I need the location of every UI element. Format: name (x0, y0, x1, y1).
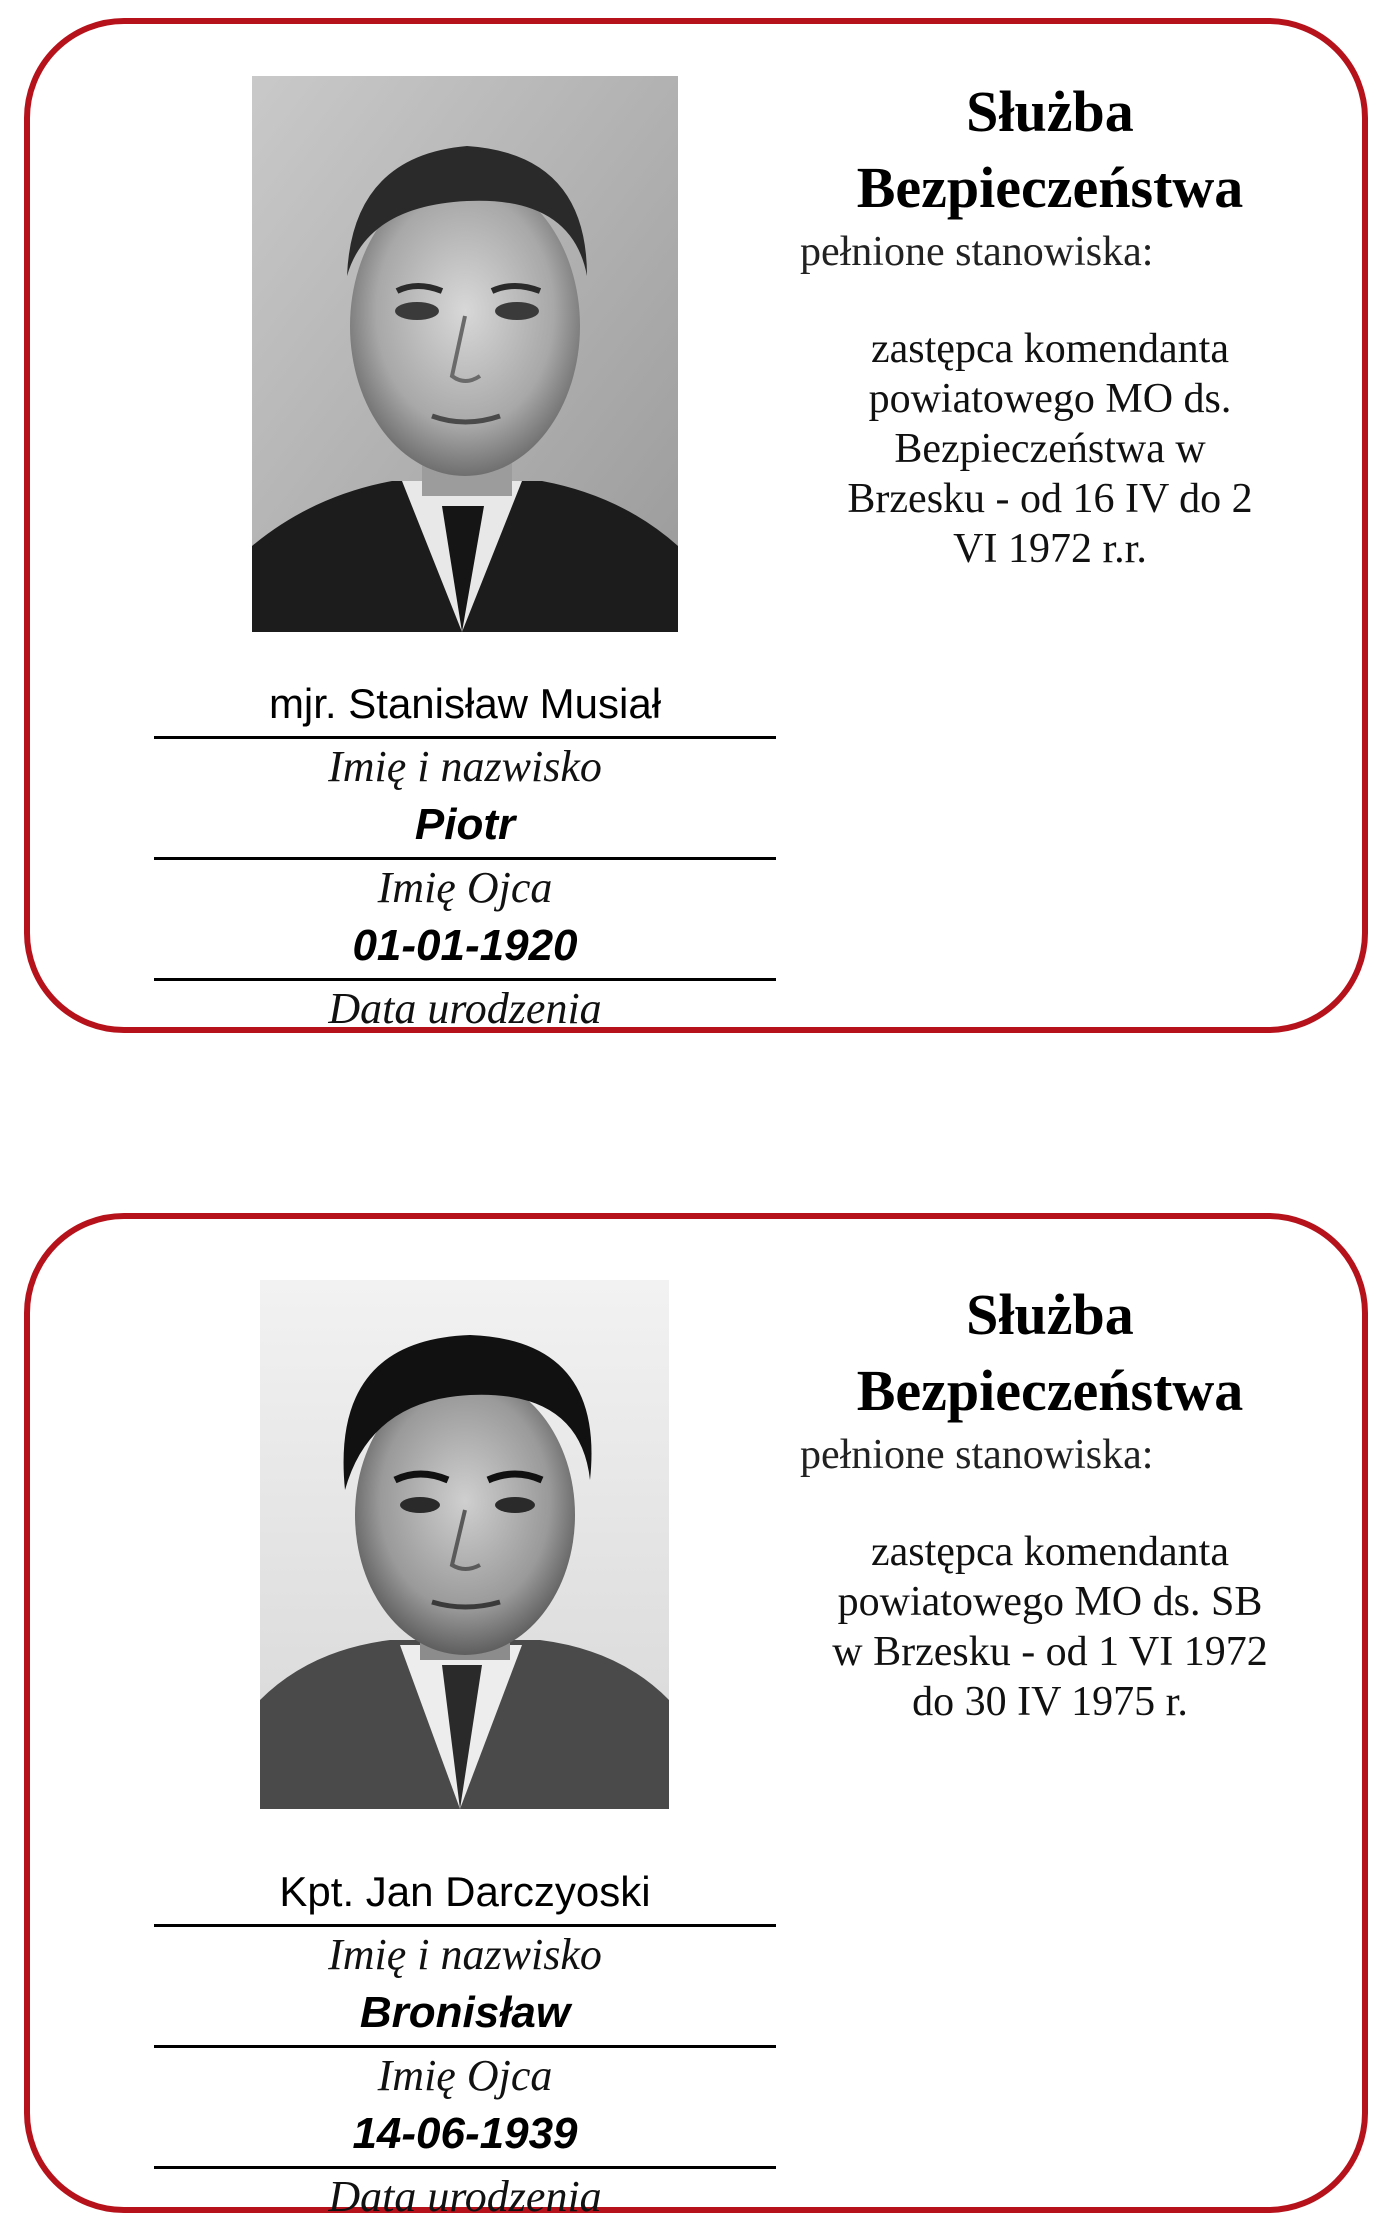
service-heading-line1: Służba (966, 1282, 1134, 1347)
service-heading-line2: Bezpieczeństwa (856, 1358, 1244, 1423)
identity-section (154, 1864, 776, 2227)
portrait-photo (260, 1280, 669, 1809)
service-heading-line1: Służba (966, 79, 1134, 144)
full-name: mjr. Stanisław Musiał (268, 680, 662, 727)
father-name: Piotr (414, 800, 516, 849)
service-description-line: Bezpieczeństwa w (894, 426, 1206, 472)
service-section (770, 74, 1330, 574)
birth-date: 14-06-1939 (352, 2109, 578, 2158)
identity-section (154, 676, 776, 1039)
service-description-line: w Brzesku - od 1 VI 1972 (832, 1629, 1268, 1675)
full-name: Kpt. Jan Darczyoski (279, 1868, 651, 1915)
service-description-line: powiatowego MO ds. (868, 376, 1232, 422)
birth-date-label: Data urodzenia (328, 2172, 602, 2221)
father-name: Bronisław (359, 1988, 571, 2037)
birth-date: 01-01-1920 (352, 921, 578, 970)
service-description-line: zastępca komendanta (871, 1529, 1229, 1575)
full-name-label: Imię i nazwisko (328, 1930, 602, 1979)
service-heading-line2: Bezpieczeństwa (856, 155, 1244, 220)
father-name-label: Imię Ojca (377, 863, 553, 912)
person-card-2 (24, 1213, 1368, 2221)
service-description-line: VI 1972 r.r. (953, 526, 1147, 572)
service-description-line: powiatowego MO ds. SB (837, 1579, 1263, 1625)
full-name-label: Imię i nazwisko (328, 742, 602, 791)
person-card-1 (24, 18, 1368, 1033)
birth-date-label: Data urodzenia (328, 984, 602, 1033)
portrait-image (260, 1280, 669, 1809)
service-description-line: Brzesku - od 16 IV do 2 (847, 476, 1253, 522)
service-subtitle: pełnione stanowiska: (800, 1432, 1154, 1478)
service-subtitle: pełnione stanowiska: (800, 229, 1154, 275)
service-description-line: zastępca komendanta (871, 326, 1229, 372)
service-description-line: do 30 IV 1975 r. (912, 1679, 1188, 1725)
portrait-photo (252, 76, 678, 632)
portrait-image (252, 76, 678, 632)
service-section (770, 1277, 1330, 1727)
father-name-label: Imię Ojca (377, 2051, 553, 2100)
